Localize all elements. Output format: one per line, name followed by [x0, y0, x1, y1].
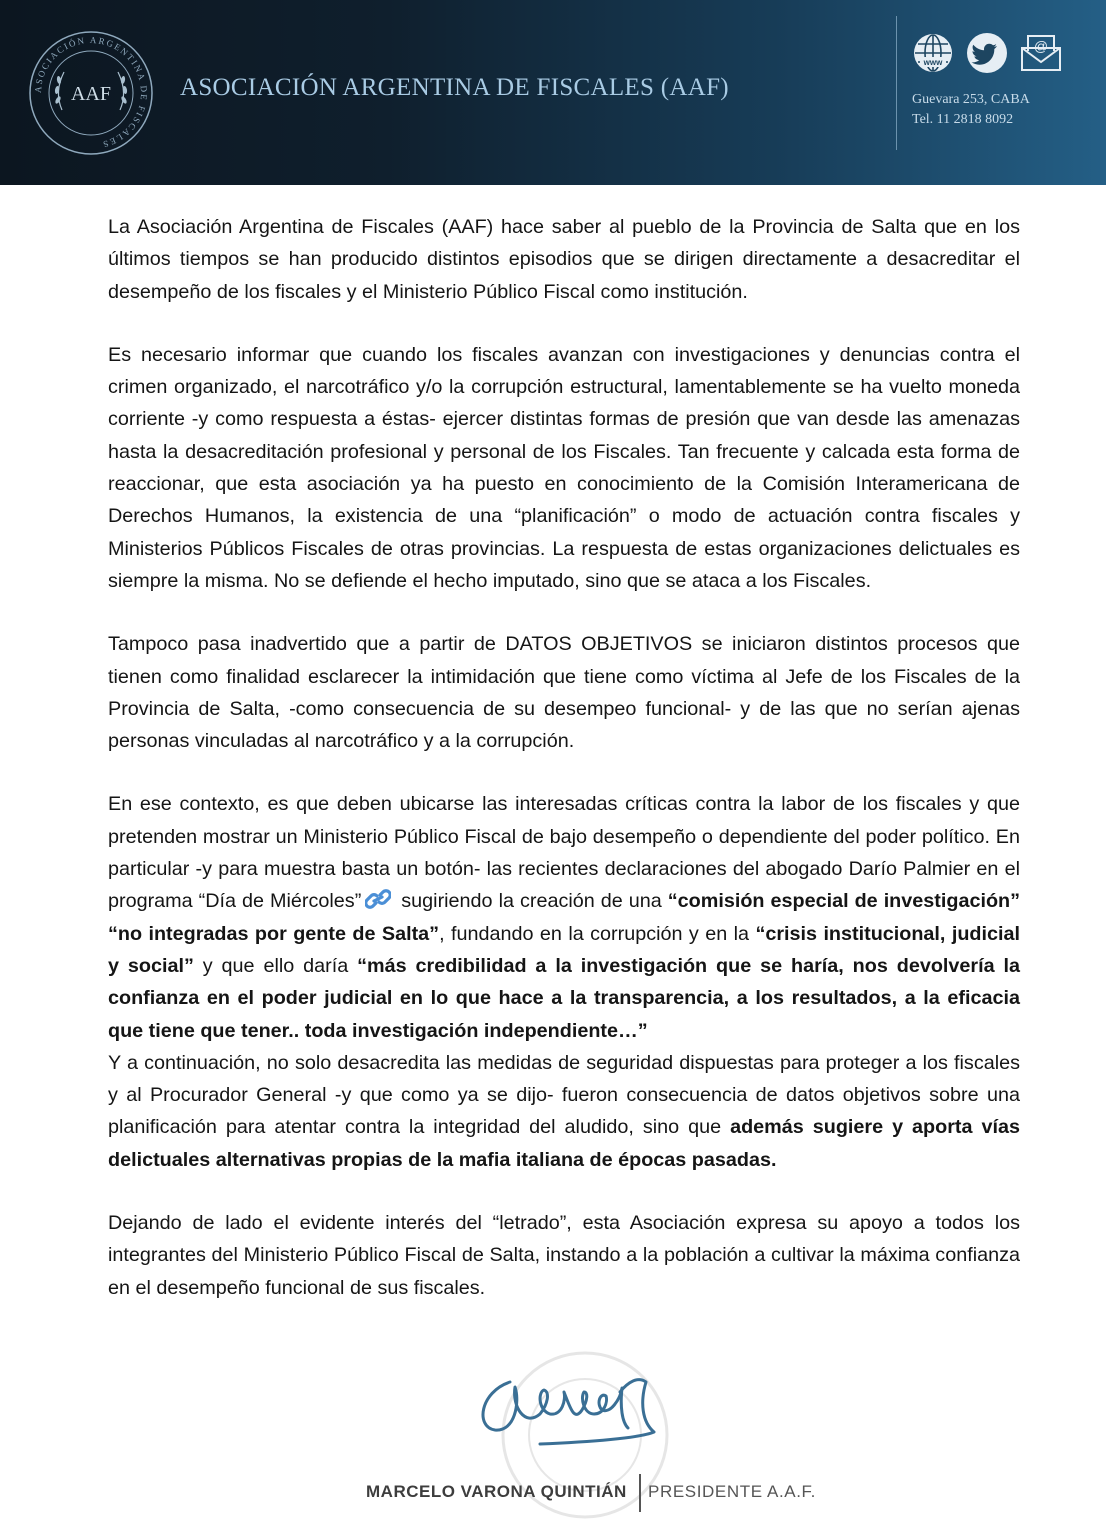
- paragraph-4-text: y que ello daría: [193, 954, 358, 977]
- handwritten-signature: [470, 1352, 690, 1462]
- letter-body: [108, 211, 1020, 1335]
- paragraph-4-text: sugiriendo la creación de una: [395, 890, 668, 913]
- svg-text:AAF: AAF: [70, 83, 112, 105]
- email-icon[interactable]: [1020, 32, 1062, 74]
- header-divider: [896, 16, 897, 150]
- phone-line: Tel. 11 2818 8092: [912, 112, 1014, 127]
- signatory-name: MARCELO VARONA QUINTIÁN: [366, 1482, 627, 1501]
- letterhead: [0, 0, 1106, 185]
- paragraph-6: Dejando de lado el evidente interés del “letrado”, esta Asociación expresa su apoyo a todos los integrantes del Ministerio Público Fiscal de Salta, instando a la población a cultivar la máxima confianza en el desempeño funcional de sus fiscales.: [108, 1212, 1020, 1299]
- organization-title: ASOCIACIÓN ARGENTINA DE FISCALES (AAF): [180, 74, 729, 101]
- hyperlink-icon[interactable]: [365, 888, 391, 910]
- address-line: Guevara 253, CABA: [912, 92, 1030, 107]
- svg-text:@: @: [1033, 38, 1049, 54]
- globe-www-icon[interactable]: [912, 32, 954, 74]
- paragraph-4-text: , fundando en la corrupción y en la: [439, 922, 756, 945]
- twitter-icon[interactable]: [966, 32, 1008, 74]
- paragraph-2: Es necesario informar que cuando los fiscales avanzan con investigaciones y denuncias contra el crimen organizado, el narcotráfico y/o la corrupción estructural, lamentablemente se ha vuelto moneda corriente -y como respuesta a éstas- ejercer distintas formas de presión que van desde las amenazas hasta la desacreditación profesional y personal de los Fiscales. Tan frecuente y calcada esta forma de reaccionar, que esta asociación ya ha puesto en conocimiento de la Comisión Interamericana de Derechos Humanos, la existencia de una “planificación” o modo de actuación contra fiscales y Ministerios Públicos Fiscales de otras provincias. La respuesta de estas organizaciones delictuales es siempre la misma. No se defiende el hecho imputado, sino que se ataca a los Fiscales.: [108, 343, 1020, 592]
- paragraph-4: [108, 788, 1020, 1046]
- svg-text:ASOCIACIÓN ARGENTINA DE FISCAL: ASOCIACIÓN ARGENTINA DE FISCALES: [32, 34, 150, 150]
- contact-address: [912, 90, 1030, 130]
- paragraph-1: La Asociación Argentina de Fiscales (AAF) hace saber al pueblo de la Provincia de Salta que en los últimos tiempos se han producido distintos episodios que se dirigen directamente a desacreditar el desempeño de los fiscales y el Ministerio Público Fiscal como institución.: [108, 216, 1020, 303]
- paragraph-5-text: Y a continuación, no solo desacredita las medidas de seguridad dispuestas para proteger a los fiscales y al Procurador General -y que como ya se dijo- fueron consecuencia de datos objetivos sobre una planificación para atentar contra la integridad del aludido, sino que: [108, 1051, 1020, 1139]
- quote-bold: “más credibilidad a la investigación que se haría, nos devolvería la confianza en el poder judicial en lo que hace a la transparencia, a los resultados, a la eficacia que tiene que tener.. toda investigación independiente…”: [108, 954, 1020, 1042]
- paragraph-5: [108, 1047, 1020, 1176]
- quote-bold: “crisis institucional, judicial y social”: [108, 922, 1020, 977]
- quote-bold: “comisión especial de investigación” “no integradas por gente de Salta”: [108, 890, 1020, 945]
- paragraph-4-text: En ese contexto, es que deben ubicarse las interesadas críticas contra la labor de los fiscales y que pretenden mostrar un Ministerio Público Fiscal de bajo desempeño o dependiente del poder político. En particular -y para muestra basta un botón- las recientes declaraciones del abogado Darío Palmier en el programa “Día de Miércoles”: [108, 793, 1020, 913]
- paragraph-3: Tampoco pasa inadvertido que a partir de DATOS OBJETIVOS se iniciaron distintos procesos que tienen como finalidad esclarecer la intimidación que tiene como víctima al Jefe de los Fiscales de la Provincia de Salta, -como consecuencia de su desempeo funcional- y de las que no serían ajenas personas vinculadas al narcotráfico y a la corrupción.: [108, 633, 1020, 753]
- signature-separator: [639, 1474, 641, 1512]
- svg-text:www: www: [923, 58, 943, 67]
- emphasis-bold: además sugiere y aporta vías delictuales alternativas propias de la mafia italiana de épocas pasadas.: [108, 1116, 1020, 1171]
- aaf-seal-logo: [28, 30, 154, 156]
- signatory-role: PRESIDENTE A.A.F.: [648, 1482, 816, 1501]
